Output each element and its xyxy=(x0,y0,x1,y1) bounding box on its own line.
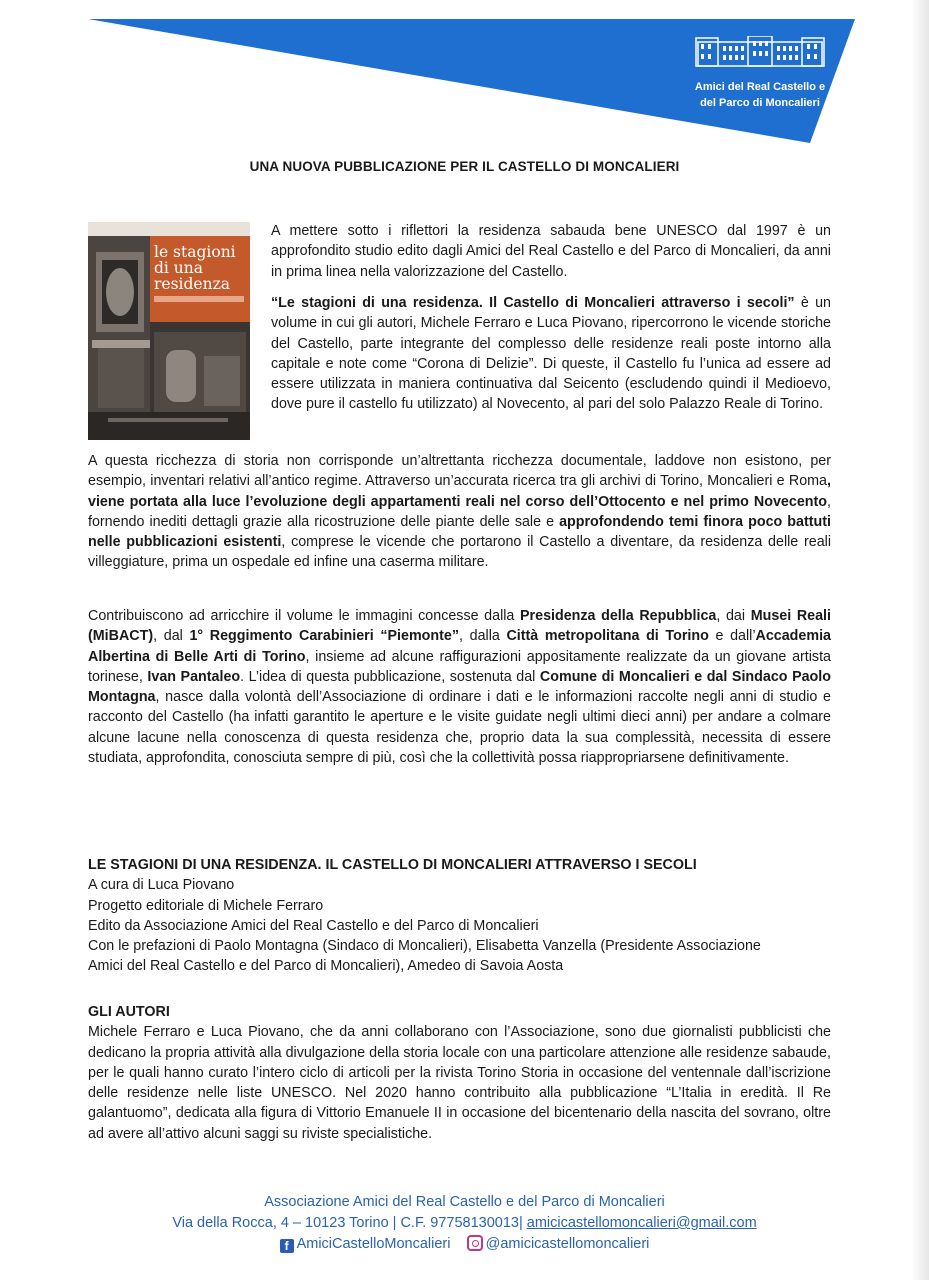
footer-address: Via della Rocca, 4 – 10123 Torino | C.F. 97758130013| xyxy=(172,1215,527,1231)
book-description-text: è un volume in cui gli autori, Michele Ferraro e Luca Piovano, ripercorrono le vicende storiche del Castello, parte integrante del complesso delle residenze reali poste intorno alla capitale e note come “Corona di Delizie”. Di queste, il Castello fu l’unica ad essere ad essere utilizzata in maniera continuativa dal Seicento (escludendo quindi il Medioevo, dove pure il castello fu utilizzato) al Novecento, al pari del solo Palazzo Reale di Torino. xyxy=(271,295,831,413)
contrib-text-7: . L’idea di questa pubblicazione, sostenuta dal xyxy=(240,668,540,685)
research-text-2: , fornendo inediti dettagli grazie alla ricostruzione delle piante delle sale e xyxy=(88,493,831,530)
contrib-bold-7: Comune di Moncalieri e dal Sindaco Paolo Montagna xyxy=(88,668,831,706)
book-info-prefaces-2: Amici del Real Castello e del Parco di Moncalieri), Amedeo di Savoia Aosta xyxy=(88,958,564,975)
book-description-paragraph xyxy=(271,293,831,415)
footer-facebook-link[interactable]: AmiciCastelloMoncalieri xyxy=(296,1236,451,1252)
authors-block xyxy=(88,1002,831,1144)
book-cover-image xyxy=(88,222,250,440)
facebook-icon: f xyxy=(280,1239,294,1253)
book-info-curator: A cura di Luca Piovano xyxy=(88,877,235,894)
logo-text xyxy=(690,79,830,111)
page-edge-shadow xyxy=(911,0,929,1280)
cover-title-line-1: le stagioni xyxy=(154,243,236,261)
cover-title xyxy=(154,244,236,292)
logo-line-1: Amici del Real Castello e xyxy=(694,81,826,93)
research-text-3: , comprese le vicende che portarono il Castello a diventare, da residenza delle reali villeggiature, prima un ospedale ed infine una caserma militare. xyxy=(88,534,831,571)
cover-title-line-3: residenza xyxy=(154,275,230,293)
footer-email-link[interactable]: amicicastellomoncalieri@gmail.com xyxy=(526,1215,757,1231)
cover-subtitle-line xyxy=(154,296,244,302)
footer xyxy=(0,1192,929,1255)
book-info-heading: LE STAGIONI DI UNA RESIDENZA. IL CASTELLO DI MONCALIERI ATTRAVERSO I SECOLI xyxy=(88,857,697,873)
research-bold-1: , viene portata alla luce l’evoluzione degli appartamenti reali nel corso dell’Ottocento e nel primo Novecento xyxy=(88,473,831,510)
book-info-prefaces-1: Con le prefazioni di Paolo Montagna (Sindaco di Moncalieri), Elisabetta Vanzella (Presidente Associazione xyxy=(88,938,761,955)
contrib-bold-1: Presidenza della Repubblica xyxy=(520,608,717,624)
authors-text: Michele Ferraro e Luca Piovano, che da anni collaborano con l’Associazione, sono due giornalisti pubblicisti che dedicano la propria attività alla divulgazione della storia locale con una particolare attenzione alle residenze sabaude, per le quali hanno curato l’intero ciclo di articoli per la rivista Torino Storia in occasione del ventennale dall’iscrizione delle residenze nelle liste UNESCO. Nel 2020 hanno contribuito alla pubblicazione “L’Italia in eredità. Il Re galantuomo”, dedicata alla figura di Vittorio Emanuele II in occasione del bicentenario della nascita del sovrano, oltre ad avere all’attivo alcuni saggi su riviste specialistiche. xyxy=(88,1024,831,1142)
authors-heading: GLI AUTORI xyxy=(88,1004,170,1020)
research-text-1: A questa ricchezza di storia non corrisponde un’altrettanta ricchezza documentale, laddove non esistono, per esempio, inventari relativi all’antico regime. Attraverso un’accurata ricerca tra gli archivi di Torino, Moncalieri e Roma xyxy=(88,453,831,490)
association-logo xyxy=(690,36,830,111)
intro-paragraph: A mettere sotto i riflettori la residenza sabauda bene UNESCO dal 1997 è un approfondito studio edito dagli Amici del Real Castello e del Parco di Moncalieri, da anni in prima linea nella valorizzazione del Castello. xyxy=(271,223,831,280)
castle-icon xyxy=(694,36,826,68)
cover-title-line-2: di una xyxy=(154,259,204,277)
contrib-text-2: , dai xyxy=(716,608,751,624)
footer-instagram-link[interactable]: @amicicastellomoncalieri xyxy=(485,1236,650,1252)
contrib-bold-2: Musei Reali (MiBACT) xyxy=(88,608,831,645)
research-bold-2: approfondendo temi finora poco battuti nelle pubblicazioni esistenti xyxy=(88,513,831,551)
footer-address-line xyxy=(0,1213,929,1234)
contrib-text-1: Contribuiscono ad arricchire il volume le immagini concesse dalla xyxy=(88,608,521,624)
contrib-text-5: e dall’ xyxy=(708,628,756,645)
book-info-publisher: Edito da Associazione Amici del Real Castello e del Parco di Moncalieri xyxy=(88,917,539,934)
book-title-bold: “Le stagioni di una residenza. Il Castello di Moncalieri attraverso i secoli” xyxy=(271,295,795,311)
contrib-bold-3: 1° Reggimento Carabinieri “Piemonte” xyxy=(189,628,460,645)
contrib-text-3: , dal xyxy=(153,628,190,645)
research-paragraph xyxy=(88,451,831,573)
page-title: UNA NUOVA PUBBLICAZIONE PER IL CASTELLO DI MONCALIERI xyxy=(249,159,680,174)
contrib-text-4: , dalla xyxy=(459,628,507,645)
contrib-text-6: , insieme ad alcune raffigurazioni appositamente realizzate da un giovane artista torinese, xyxy=(88,648,831,685)
footer-social-line xyxy=(0,1234,929,1255)
logo-line-2: del Parco di Moncalieri xyxy=(700,97,820,109)
contrib-text-8: , nasce dalla volontà dell’Associazione di ordinare i dati e le informazioni raccolte negli anni di studio e racconto del Castello (ha infatti garantito le aperture e le visite guidate negli ultimi dieci anni) per andare a colmare alcune lacune nella conoscenza di questa residenza che, proprio data la sua complessità, necessita di essere studiata, approfondita, conosciuta sempre di più, così che la collettività possa riappropriarsene definitivamente. xyxy=(88,689,831,767)
instagram-icon xyxy=(467,1235,483,1251)
contrib-bold-5: Accademia Albertina di Belle Arti di Torino xyxy=(88,628,831,665)
contrib-bold-4: Città metropolitana di Torino xyxy=(506,628,709,645)
contributors-paragraph xyxy=(88,606,831,768)
contrib-bold-6: Ivan Pantaleo xyxy=(147,668,241,685)
footer-association-name: Associazione Amici del Real Castello e del Parco di Moncalieri xyxy=(264,1194,665,1210)
book-info-block xyxy=(88,855,831,977)
book-info-editorial: Progetto editoriale di Michele Ferraro xyxy=(88,897,324,914)
